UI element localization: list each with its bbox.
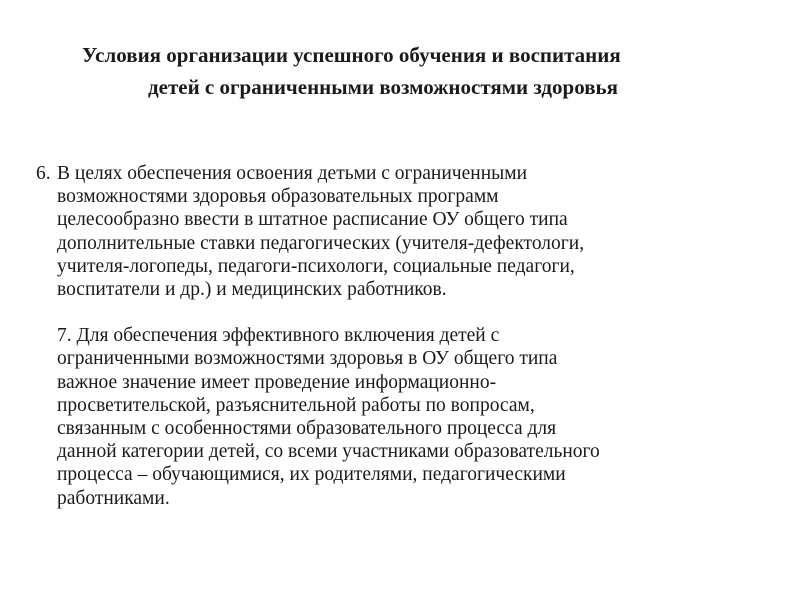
paragraph-line: работниками. bbox=[57, 487, 170, 509]
paragraph-line: учителя-логопеды, педагоги-психологи, социальные педагоги, bbox=[57, 255, 575, 277]
paragraph-6 bbox=[36, 162, 776, 301]
paragraph-line: дополнительные ставки педагогических (учителя-дефектологи, bbox=[57, 232, 585, 254]
paragraph-line: целесообразно ввести в штатное расписание ОУ общего типа bbox=[57, 209, 568, 231]
paragraph-line: данной категории детей, со всеми участниками образовательного bbox=[57, 441, 600, 463]
title-line-1: Условия организации успешного обучения и воспитания bbox=[82, 43, 621, 67]
slide-body bbox=[36, 162, 776, 510]
paragraph-line: возможностями здоровья образовательных программ bbox=[57, 186, 499, 208]
paragraph-line: связанным с особенностями образовательного процесса для bbox=[57, 418, 557, 440]
paragraph-line: процесса – обучающимися, их родителями, педагогическими bbox=[57, 464, 566, 486]
paragraph-line: В целях обеспечения освоения детьми с ограниченными bbox=[57, 163, 528, 184]
title-line-2: детей с ограниченными возможностями здоровья bbox=[148, 75, 619, 99]
paragraph-line: воспитатели и др.) и медицинских работников. bbox=[57, 279, 447, 301]
paragraph-7 bbox=[36, 324, 776, 510]
paragraph-line: просветительской, разъяснительной работы по вопросам, bbox=[57, 394, 535, 416]
paragraph-number: 6. bbox=[36, 163, 51, 184]
paragraph-line: 7. Для обеспечения эффективного включения детей с bbox=[57, 325, 500, 347]
paragraph-line: ограниченными возможностями здоровья в ОУ общего типа bbox=[57, 348, 558, 370]
paragraph-line: важное значение имеет проведение информационно- bbox=[57, 371, 497, 393]
